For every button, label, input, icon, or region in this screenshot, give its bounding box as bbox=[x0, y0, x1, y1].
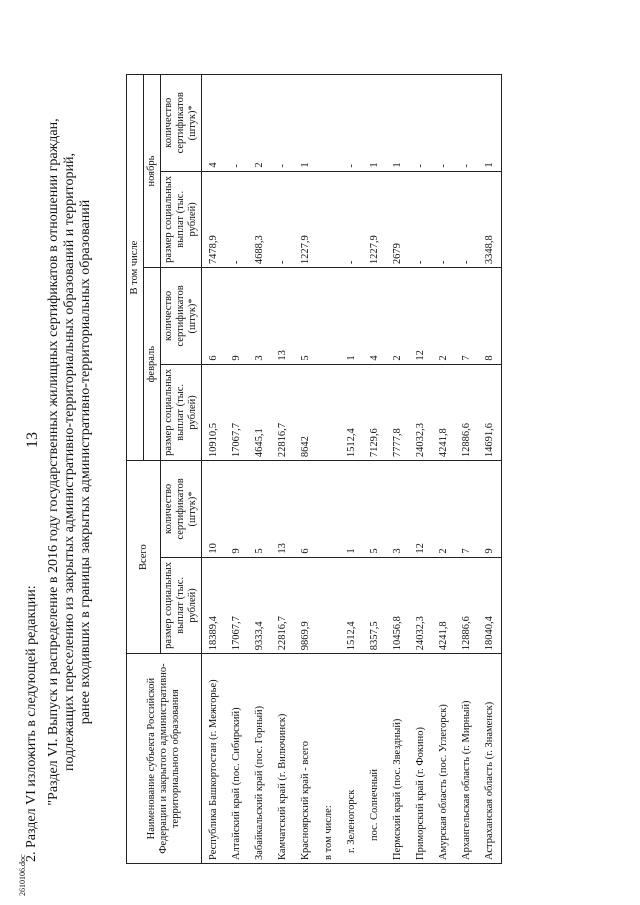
row-cell bbox=[317, 75, 340, 172]
header-size: размер социальных выплат (тыс. рублей) bbox=[161, 364, 202, 461]
row-cell: 9 bbox=[225, 461, 248, 558]
row-name: Пермский край (пос. Звездный) bbox=[386, 654, 409, 864]
row-cell: - bbox=[432, 171, 455, 268]
table-row bbox=[271, 75, 294, 864]
row-cell: 2 bbox=[248, 75, 271, 172]
row-cell: 2679 bbox=[386, 171, 409, 268]
row-cell: - bbox=[271, 75, 294, 172]
row-cell: 1512,4 bbox=[340, 557, 363, 654]
row-cell: 1 bbox=[478, 75, 502, 172]
row-cell: 1512,4 bbox=[340, 364, 363, 461]
row-cell: 8357,5 bbox=[363, 557, 386, 654]
row-cell: 4241,8 bbox=[432, 364, 455, 461]
row-cell: 7 bbox=[455, 461, 478, 558]
footer-filename: 2610106.doc bbox=[18, 854, 27, 896]
row-cell: - bbox=[271, 171, 294, 268]
table-row bbox=[478, 75, 502, 864]
row-cell: - bbox=[225, 171, 248, 268]
table-body bbox=[202, 75, 502, 864]
row-cell: 24032,3 bbox=[409, 364, 432, 461]
row-cell: 1 bbox=[386, 75, 409, 172]
header-size: размер социальных выплат (тыс. рублей) bbox=[161, 171, 202, 268]
row-cell: 4688,3 bbox=[248, 171, 271, 268]
row-cell: 1 bbox=[294, 75, 317, 172]
row-cell: - bbox=[432, 75, 455, 172]
row-cell: 4241,8 bbox=[432, 557, 455, 654]
row-cell: 1227,9 bbox=[294, 171, 317, 268]
header-total: Всего bbox=[127, 461, 161, 654]
table-row bbox=[248, 75, 271, 864]
row-name: Забайкальский край (пос. Горный) bbox=[248, 654, 271, 864]
header-count: количество сертификатов (штук)* bbox=[161, 75, 202, 172]
row-name: в том числе: bbox=[317, 654, 340, 864]
section-title bbox=[46, 102, 94, 822]
row-name: Архангельская область (г. Мирный) bbox=[455, 654, 478, 864]
row-cell: 10910,5 bbox=[202, 364, 226, 461]
row-cell: 13 bbox=[271, 461, 294, 558]
row-cell: 4645,1 bbox=[248, 364, 271, 461]
row-cell: 5 bbox=[363, 461, 386, 558]
page-number: 13 bbox=[24, 432, 41, 448]
row-cell: 4 bbox=[202, 75, 226, 172]
row-name: Республика Башкортостан (г. Межгорье) bbox=[202, 654, 226, 864]
header-february: февраль bbox=[144, 268, 161, 461]
row-name: Красноярский край - всего bbox=[294, 654, 317, 864]
row-cell: - bbox=[455, 171, 478, 268]
rotated-page bbox=[18, 42, 638, 882]
row-name: Приморский край (г. Фокино) bbox=[409, 654, 432, 864]
table-row bbox=[294, 75, 317, 864]
row-cell: 12 bbox=[409, 268, 432, 365]
header-incl: В том числе bbox=[127, 75, 144, 461]
row-cell: 9333,4 bbox=[248, 557, 271, 654]
row-name: г. Зеленогорск bbox=[340, 654, 363, 864]
certificates-table bbox=[126, 74, 502, 864]
row-cell bbox=[317, 557, 340, 654]
row-cell: 12886,6 bbox=[455, 557, 478, 654]
row-name: пос. Солнечный bbox=[363, 654, 386, 864]
row-cell: 3 bbox=[248, 268, 271, 365]
row-name: Астраханская область (г. Знаменск) bbox=[478, 654, 502, 864]
row-cell: 7777,8 bbox=[386, 364, 409, 461]
row-cell bbox=[317, 171, 340, 268]
title-line: подлежащих переселению из закрытых административно-территориальных образований и территорий, bbox=[62, 153, 77, 771]
row-name: Амурская область (пос. Углегорск) bbox=[432, 654, 455, 864]
row-cell: 6 bbox=[294, 461, 317, 558]
row-cell: 17067,7 bbox=[225, 557, 248, 654]
table-row bbox=[455, 75, 478, 864]
row-cell: - bbox=[409, 75, 432, 172]
header-size: размер социальных выплат (тыс. рублей) bbox=[161, 557, 202, 654]
row-cell: 1 bbox=[340, 268, 363, 365]
row-name: Камчатский край (г. Вилючинск) bbox=[271, 654, 294, 864]
table-row bbox=[317, 75, 340, 864]
row-cell: - bbox=[340, 75, 363, 172]
table-row bbox=[432, 75, 455, 864]
row-cell: 1 bbox=[340, 461, 363, 558]
header-count: количество сертификатов (штук)* bbox=[161, 461, 202, 558]
row-cell: 22816,7 bbox=[271, 364, 294, 461]
row-cell: 7129,6 bbox=[363, 364, 386, 461]
row-name: Алтайский край (пос. Сибирский) bbox=[225, 654, 248, 864]
header-name: Наименование субъекта Российской Федерации и закрытого административно-территориального образования bbox=[127, 654, 202, 864]
header-november: ноябрь bbox=[144, 75, 161, 268]
row-cell bbox=[317, 364, 340, 461]
intro-text: 2. Раздел VI изложить в следующей редакции: bbox=[24, 585, 39, 862]
row-cell: - bbox=[340, 171, 363, 268]
row-cell: 5 bbox=[248, 461, 271, 558]
row-cell: - bbox=[225, 75, 248, 172]
header-count: количество сертификатов (штук)* bbox=[161, 268, 202, 365]
row-cell: 8 bbox=[478, 268, 502, 365]
row-cell: 18389,4 bbox=[202, 557, 226, 654]
title-line: ранее входивших в границы закрытых административно-территориальных образований bbox=[78, 199, 93, 725]
row-cell: 24032,3 bbox=[409, 557, 432, 654]
table-row bbox=[409, 75, 432, 864]
table-row bbox=[225, 75, 248, 864]
title-line: "Раздел VI. Выпуск и распределение в 2016 году государственных жилищных сертификатов в отношении граждан, bbox=[46, 118, 61, 806]
row-cell: 1227,9 bbox=[363, 171, 386, 268]
row-cell: 9 bbox=[478, 461, 502, 558]
row-cell: 1 bbox=[363, 75, 386, 172]
row-cell: 7 bbox=[455, 268, 478, 365]
row-cell: 2 bbox=[432, 461, 455, 558]
row-cell: 8642 bbox=[294, 364, 317, 461]
row-cell bbox=[317, 461, 340, 558]
table-row bbox=[202, 75, 226, 864]
row-cell: 22816,7 bbox=[271, 557, 294, 654]
row-cell: 13 bbox=[271, 268, 294, 365]
row-cell: 3348,8 bbox=[478, 171, 502, 268]
row-cell: 5 bbox=[294, 268, 317, 365]
row-cell: 2 bbox=[432, 268, 455, 365]
row-cell: 14691,6 bbox=[478, 364, 502, 461]
row-cell: 9 bbox=[225, 268, 248, 365]
table-row bbox=[363, 75, 386, 864]
table-row bbox=[340, 75, 363, 864]
row-cell bbox=[317, 268, 340, 365]
row-cell: 4 bbox=[363, 268, 386, 365]
row-cell: 10 bbox=[202, 461, 226, 558]
row-cell: - bbox=[409, 171, 432, 268]
row-cell: 2 bbox=[386, 268, 409, 365]
row-cell: - bbox=[455, 75, 478, 172]
row-cell: 7478,9 bbox=[202, 171, 226, 268]
row-cell: 10456,8 bbox=[386, 557, 409, 654]
row-cell: 12886,6 bbox=[455, 364, 478, 461]
row-cell: 12 bbox=[409, 461, 432, 558]
row-cell: 6 bbox=[202, 268, 226, 365]
row-cell: 18040,4 bbox=[478, 557, 502, 654]
table-row bbox=[386, 75, 409, 864]
row-cell: 17067,7 bbox=[225, 364, 248, 461]
row-cell: 9869,9 bbox=[294, 557, 317, 654]
row-cell: 3 bbox=[386, 461, 409, 558]
